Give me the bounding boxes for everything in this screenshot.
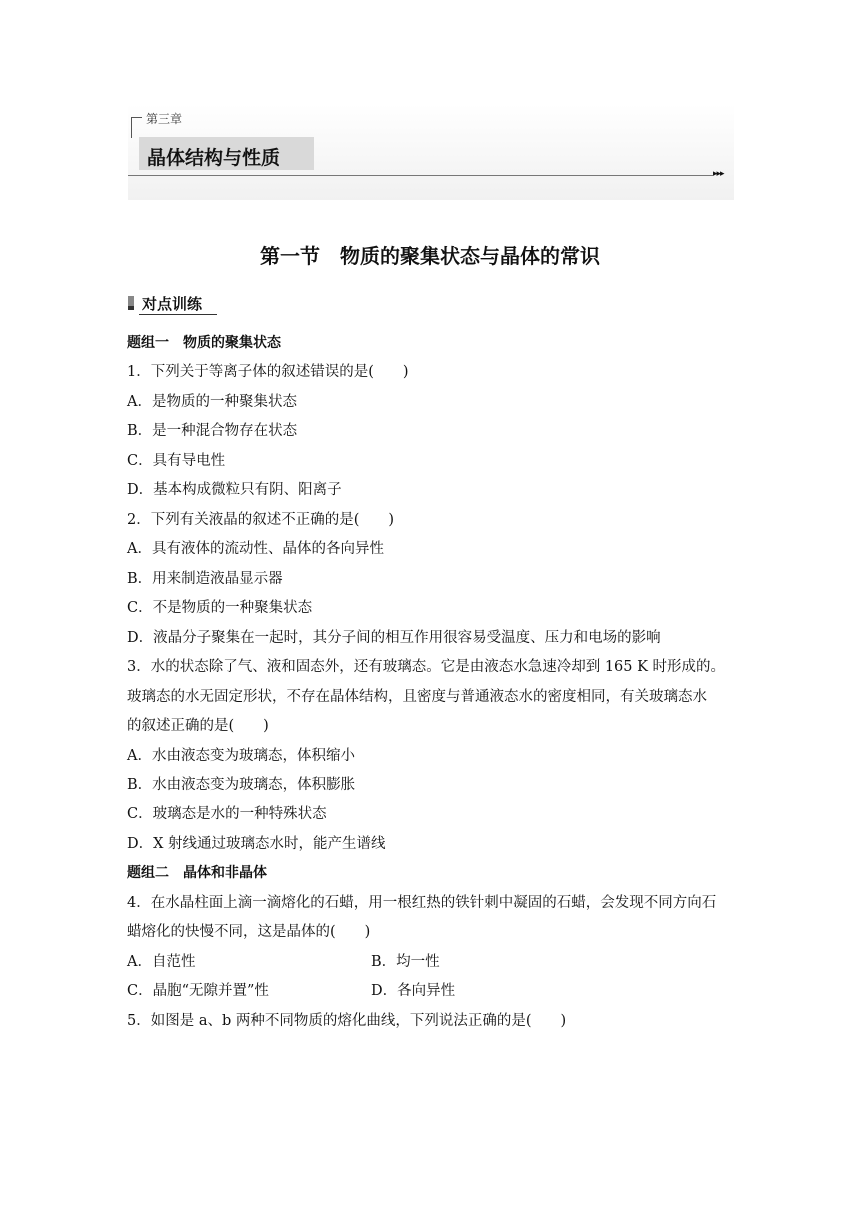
question-2-option-c: C．不是物质的一种聚集状态: [127, 600, 313, 616]
question-4-option-a: A．自范性: [127, 954, 196, 970]
triple-arrow-icon: ▸▸▸: [713, 169, 724, 179]
question-3-option-c: C．玻璃态是水的一种特殊状态: [127, 806, 327, 822]
practice-underline: [139, 314, 217, 315]
section-title: 第一节 物质的聚集状态与晶体的常识: [260, 244, 600, 268]
question-1-option-b: B．是一种混合物存在状态: [127, 423, 298, 439]
question-4-option-d: D．各向异性: [371, 983, 456, 999]
question-1-option-a: A．是物质的一种聚集状态: [127, 394, 297, 410]
question-4-option-b: B．均一性: [371, 954, 440, 970]
question-3-option-d: D．X 射线通过玻璃态水时，能产生谱线: [127, 836, 386, 852]
question-3-stem-line-1: 3．水的状态除了气、液和固态外，还有玻璃态。它是由液态水急速冷却到 165 K 时形成的。: [127, 659, 726, 675]
question-3-option-b: B．水由液态变为玻璃态，体积膨胀: [127, 777, 356, 793]
question-3-stem-line-2: 玻璃态的水无固定形状，不存在晶体结构，且密度与普通液态水的密度相同，有关玻璃态水: [127, 689, 707, 705]
group-title-2: 题组二 晶体和非晶体: [127, 865, 267, 881]
chapter-label: 第三章: [146, 112, 183, 126]
question-3-option-a: A．水由液态变为玻璃态，体积缩小: [127, 748, 355, 764]
question-4-stem-line-1: 4．在水晶柱面上滴一滴熔化的石蜡，用一根红热的铁针刺中凝固的石蜡，会发现不同方向石: [127, 895, 717, 911]
question-5-stem: 5．如图是 a、b 两种不同物质的熔化曲线，下列说法正确的是( ): [127, 1013, 567, 1029]
question-2-stem: 2．下列有关液晶的叙述不正确的是( ): [127, 512, 395, 528]
practice-marker-icon: [128, 296, 134, 310]
question-2-option-b: B．用来制造液晶显示器: [127, 571, 283, 587]
question-1-stem: 1．下列关于等离子体的叙述错误的是( ): [127, 364, 409, 380]
chapter-bracket: [131, 117, 142, 138]
group-title-1: 题组一 物质的聚集状态: [127, 335, 281, 351]
question-3-stem-line-3: 的叙述正确的是( ): [127, 718, 269, 734]
chapter-rule: [128, 175, 713, 176]
chapter-title: 晶体结构与性质: [147, 147, 281, 169]
practice-label: 对点训练: [142, 295, 203, 313]
question-4-stem-line-2: 蜡熔化的快慢不同，这是晶体的( ): [127, 924, 371, 940]
question-2-option-d: D．液晶分子聚集在一起时，其分子间的相互作用很容易受温度、压力和电场的影响: [127, 630, 661, 646]
question-1-option-c: C．具有导电性: [127, 453, 226, 469]
question-2-option-a: A．具有液体的流动性、晶体的各向异性: [127, 541, 384, 557]
question-1-option-d: D．基本构成微粒只有阴、阳离子: [127, 482, 342, 498]
question-4-option-c: C．晶胞“无隙并置”性: [127, 983, 269, 999]
